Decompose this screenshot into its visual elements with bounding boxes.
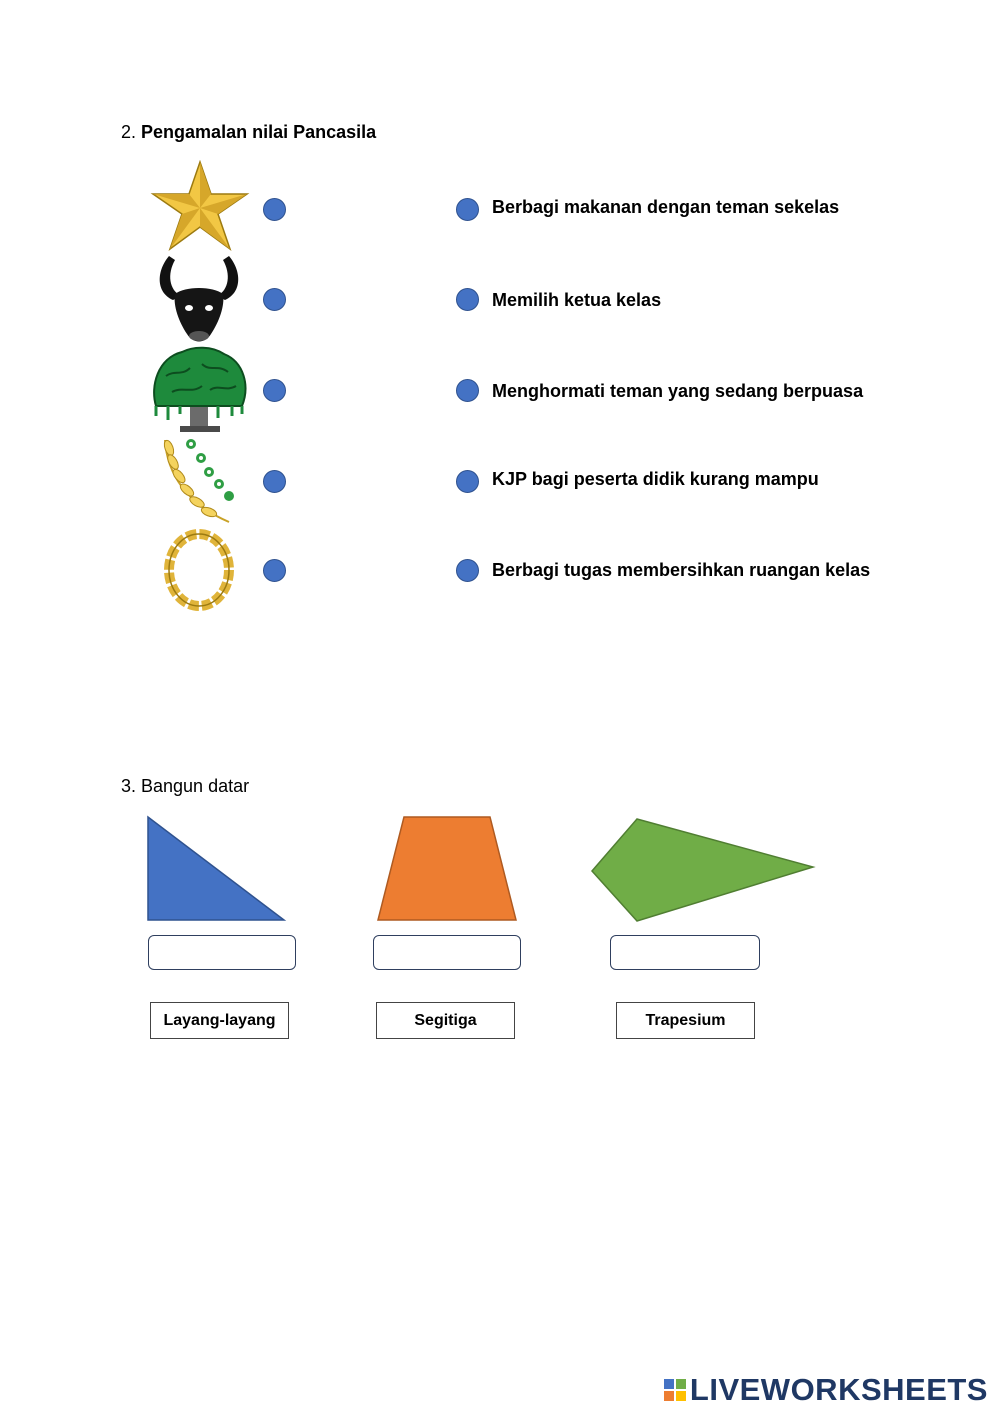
kite-shape — [590, 817, 816, 924]
question-number: 2. — [121, 122, 137, 142]
statement-4: KJP bagi peserta didik kurang mampu — [492, 469, 819, 489]
question-3-title: 3. Bangun datar — [121, 776, 250, 796]
left-dot-3[interactable] — [263, 379, 286, 402]
bull-head-icon — [155, 252, 243, 347]
statement-2: Memilih ketua kelas — [492, 290, 662, 310]
star-icon — [150, 160, 250, 252]
question-2-title — [121, 122, 376, 143]
right-dot-4[interactable] — [456, 470, 479, 493]
right-dot-5[interactable] — [456, 559, 479, 582]
right-dot-1[interactable] — [456, 198, 479, 221]
chain-icon — [158, 526, 240, 614]
left-dot-2[interactable] — [263, 288, 286, 311]
rice-cotton-icon — [157, 434, 242, 524]
statement-5: Berbagi tugas membersihkan ruangan kelas — [492, 560, 871, 580]
right-triangle-shape — [146, 815, 288, 923]
option-trapesium[interactable]: Trapesium — [616, 1002, 755, 1039]
liveworksheets-logo — [664, 1372, 988, 1408]
question-title-text: Pengamalan nilai Pancasila — [141, 122, 377, 142]
left-dot-4[interactable] — [263, 470, 286, 493]
right-dot-3[interactable] — [456, 379, 479, 402]
statement-1: Berbagi makanan dengan teman sekelas — [492, 197, 840, 217]
left-dot-1[interactable] — [263, 198, 286, 221]
left-dot-5[interactable] — [263, 559, 286, 582]
trapezoid-shape — [376, 815, 519, 923]
option-segitiga[interactable]: Segitiga — [376, 1002, 515, 1039]
banyan-tree-icon — [152, 346, 247, 434]
option-layang-layang[interactable]: Layang-layang — [150, 1002, 289, 1039]
answer-input-3[interactable] — [610, 935, 760, 970]
brand-grid-icon — [664, 1379, 686, 1401]
right-dot-2[interactable] — [456, 288, 479, 311]
answer-input-2[interactable] — [373, 935, 521, 970]
answer-input-1[interactable] — [148, 935, 296, 970]
brand-name: LIVEWORKSHEETS — [689, 1372, 988, 1407]
statement-3: Menghormati teman yang sedang berpuasa — [492, 381, 864, 401]
